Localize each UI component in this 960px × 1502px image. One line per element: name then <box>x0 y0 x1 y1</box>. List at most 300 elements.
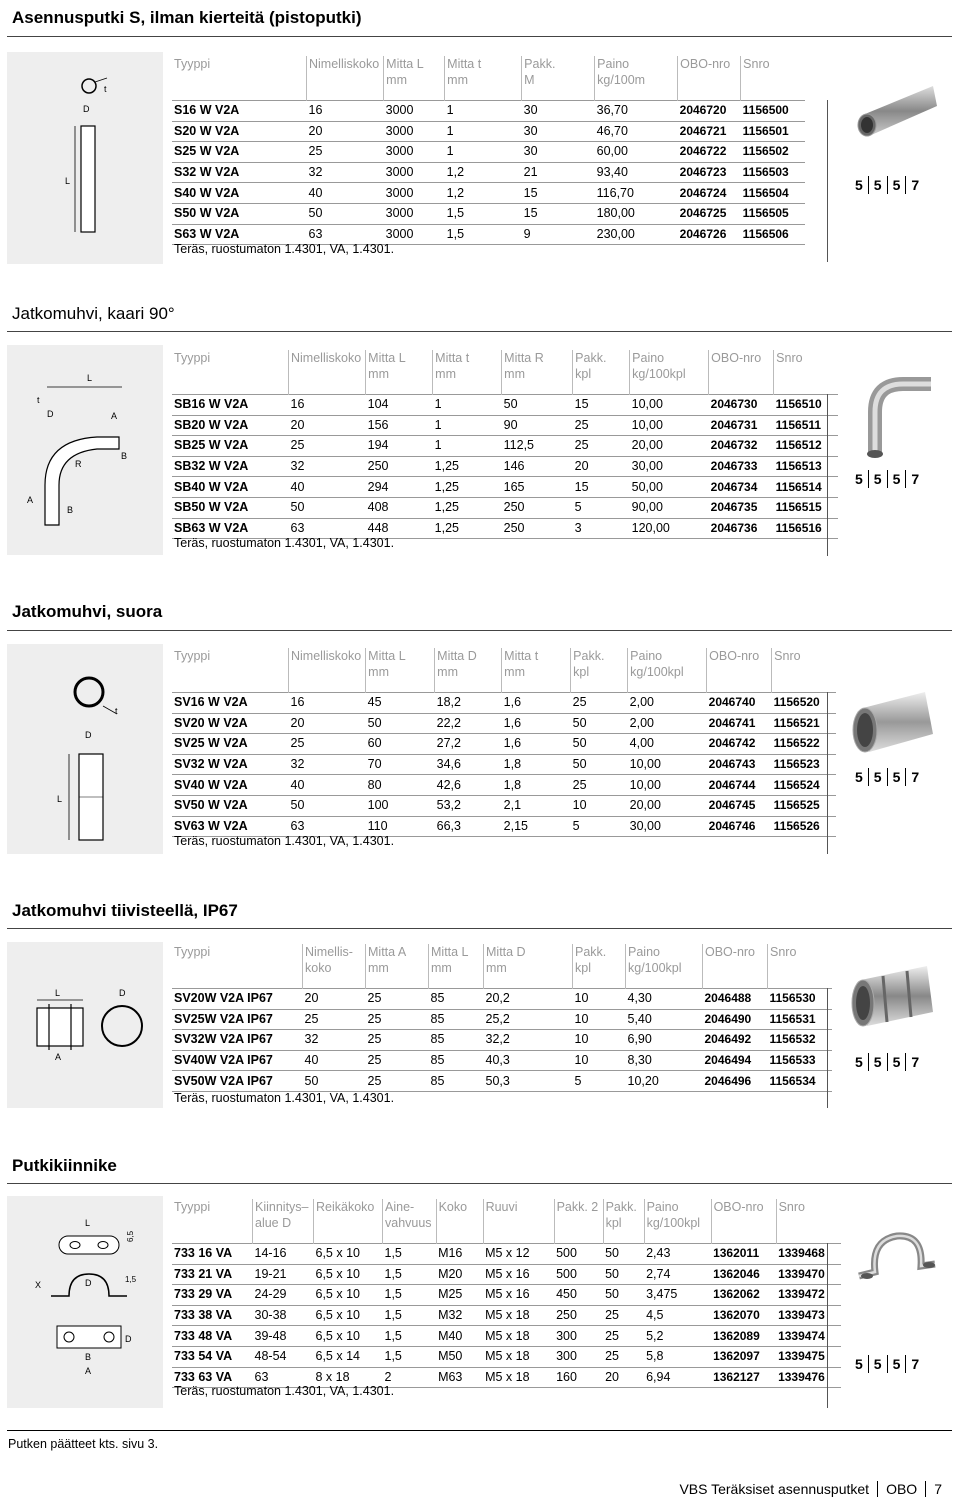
sleeve-photo <box>845 686 940 776</box>
table-cell: 10,20 <box>626 1071 703 1092</box>
table-cell: 1,2 <box>445 162 522 183</box>
table-cell: 2046733 <box>709 456 774 477</box>
table-cell: 15 <box>522 203 595 224</box>
table-cell: 2046734 <box>709 477 774 498</box>
table-cell: 1,6 <box>502 713 571 734</box>
table-cell: 1156512 <box>774 436 839 457</box>
diagram-label-a: A <box>111 411 118 421</box>
table-cell: SB20 W V2A <box>172 415 289 436</box>
table-cell: 112,5 <box>502 436 573 457</box>
table-cell: SB16 W V2A <box>172 395 289 416</box>
table-row <box>172 162 805 183</box>
table-cell: 1 <box>433 436 502 457</box>
table-cell: 1,8 <box>502 754 571 775</box>
col-header: Mitta t mm <box>445 56 522 101</box>
section-rule <box>7 331 952 332</box>
col-header: Reikäkoko <box>314 1199 383 1244</box>
table-cell: 30 <box>522 121 595 142</box>
table-cell: 2046730 <box>709 395 774 416</box>
table-cell: 90,00 <box>630 497 709 518</box>
col-header: Snro <box>768 944 833 989</box>
col-header: Kiinnitys– alue D <box>253 1199 314 1244</box>
clamp-table <box>172 1199 841 1388</box>
table-cell: 1362127 <box>711 1367 776 1388</box>
table-cell: 27,2 <box>435 734 502 755</box>
table-cell: SV20 W V2A <box>172 713 289 734</box>
table-cell: 3000 <box>384 183 445 204</box>
table-cell: 250 <box>554 1305 603 1326</box>
table-cell: 733 38 VA <box>172 1305 253 1326</box>
clamp-diagram <box>7 1196 163 1408</box>
table-cell: 50,00 <box>630 477 709 498</box>
col-header: Paino kg/100kpl <box>628 648 707 693</box>
clamp-photo <box>845 1222 940 1312</box>
product-codes <box>853 1053 924 1071</box>
diagram-label-a: A <box>85 1366 92 1376</box>
table-cell: 1 <box>433 415 502 436</box>
table-cell: S20 W V2A <box>172 121 307 142</box>
table-cell: 156 <box>366 415 433 436</box>
table-cell: 40 <box>289 775 366 796</box>
table-cell: 25 <box>366 1050 429 1071</box>
table-cell: 2046496 <box>703 1071 768 1092</box>
table-cell: 448 <box>366 518 433 539</box>
product-codes <box>853 1355 924 1373</box>
table-cell: 60,00 <box>595 142 678 163</box>
table-cell: 300 <box>554 1326 603 1347</box>
table-cell: 2046488 <box>703 989 768 1010</box>
table-cell: 2046745 <box>707 795 772 816</box>
section-rule <box>7 928 952 929</box>
table-cell: 8 x 18 <box>314 1367 383 1388</box>
table-cell: 1156530 <box>768 989 833 1010</box>
table-row <box>172 497 838 518</box>
table-cell: 2046726 <box>678 224 741 245</box>
table-cell: 9 <box>522 224 595 245</box>
table-cell: 15 <box>573 395 630 416</box>
table-cell: 20 <box>307 121 384 142</box>
table-cell: 1 <box>445 121 522 142</box>
table-cell: 10 <box>573 1009 626 1030</box>
table-cell: 1362046 <box>711 1264 776 1285</box>
table-cell: SB32 W V2A <box>172 456 289 477</box>
table-cell: SV50W V2A IP67 <box>172 1071 303 1092</box>
table-cell: 2046731 <box>709 415 774 436</box>
table-cell: 230,00 <box>595 224 678 245</box>
col-header: Pakk. kpl <box>571 648 628 693</box>
table-cell: 110 <box>366 816 435 837</box>
footer-note: Putken päätteet kts. sivu 3. <box>8 1437 159 1451</box>
table-cell: 2046723 <box>678 162 741 183</box>
col-header: Mitta L mm <box>366 350 433 395</box>
table-cell: 250 <box>502 518 573 539</box>
table-cell: S40 W V2A <box>172 183 307 204</box>
table-cell: 16 <box>307 101 384 122</box>
kaari-table <box>172 350 838 539</box>
table-cell: 1,25 <box>433 456 502 477</box>
diagram-label-d: D <box>85 1278 92 1288</box>
table-cell: 450 <box>554 1285 603 1306</box>
page-footer <box>671 1481 950 1497</box>
diagram-label-a2: A <box>27 495 34 505</box>
table-cell: 50 <box>571 734 628 755</box>
table-cell: 1156532 <box>768 1030 833 1051</box>
table-cell: 5 <box>573 1071 626 1092</box>
table-cell: 2046725 <box>678 203 741 224</box>
table-row <box>172 693 836 714</box>
table-cell: 8,30 <box>626 1050 703 1071</box>
table-cell: 32 <box>303 1030 366 1051</box>
table-cell: 1156502 <box>741 142 806 163</box>
bend-diagram <box>7 345 163 555</box>
table-cell: 85 <box>429 1009 484 1030</box>
table-cell: SV16 W V2A <box>172 693 289 714</box>
section-rule <box>7 1183 952 1184</box>
code: 5 <box>887 768 906 786</box>
col-header: Mitta t mm <box>433 350 502 395</box>
table-cell: 45 <box>366 693 435 714</box>
table-cell: S32 W V2A <box>172 162 307 183</box>
table-cell: 1156510 <box>774 395 839 416</box>
diagram-label-r: R <box>75 459 82 469</box>
table-cell: 1156505 <box>741 203 806 224</box>
table-cell: 1156506 <box>741 224 806 245</box>
table-cell: 2,74 <box>644 1264 711 1285</box>
table-row <box>172 1305 841 1326</box>
table-cell: 408 <box>366 497 433 518</box>
table-cell: 6,5 x 14 <box>314 1346 383 1367</box>
table-cell: 3 <box>573 518 630 539</box>
col-header: Pakk. M <box>522 56 595 101</box>
table-cell: 85 <box>429 1030 484 1051</box>
diagram-label-b2: B <box>67 505 74 515</box>
table-cell: 1339470 <box>776 1264 841 1285</box>
diagram-label-d: D <box>47 409 54 419</box>
table-cell: 25 <box>603 1326 644 1347</box>
code: 5 <box>855 1356 863 1372</box>
table-row <box>172 436 838 457</box>
product-codes <box>853 176 924 194</box>
table-cell: 25 <box>573 415 630 436</box>
col-header: Paino kg/100kpl <box>630 350 709 395</box>
divider <box>827 1243 828 1408</box>
col-header: OBO-nro <box>703 944 768 989</box>
table-cell: SV20W V2A IP67 <box>172 989 303 1010</box>
table-cell: 1,6 <box>502 734 571 755</box>
code: 7 <box>905 176 924 194</box>
table-cell: M5 x 16 <box>483 1264 554 1285</box>
table-cell: 2,00 <box>628 693 707 714</box>
table-cell: M63 <box>436 1367 483 1388</box>
table-cell: 6,5 x 10 <box>314 1264 383 1285</box>
table-cell: 25 <box>603 1305 644 1326</box>
table-cell: 6,5 x 10 <box>314 1305 383 1326</box>
table-cell: 53,2 <box>435 795 502 816</box>
table-cell: 25 <box>571 775 628 796</box>
table-cell: 3,475 <box>644 1285 711 1306</box>
table-cell: 1,5 <box>383 1264 437 1285</box>
table-cell: 30-38 <box>253 1305 314 1326</box>
table-cell: 50 <box>303 1071 366 1092</box>
table-cell: 50,3 <box>484 1071 573 1092</box>
col-header: Tyyppi <box>174 649 211 663</box>
table-cell: 1339472 <box>776 1285 841 1306</box>
table-cell: 50 <box>366 713 435 734</box>
table-cell: 1,5 <box>383 1346 437 1367</box>
table-cell: 1339476 <box>776 1367 841 1388</box>
table-cell: 2046720 <box>678 101 741 122</box>
table-cell: 1 <box>433 395 502 416</box>
table-cell: 116,70 <box>595 183 678 204</box>
table-cell: 39-48 <box>253 1326 314 1347</box>
table-cell: 60 <box>366 734 435 755</box>
code: 5 <box>887 1355 906 1373</box>
table-row <box>172 395 838 416</box>
table-cell: 2046744 <box>707 775 772 796</box>
table-cell: 36,70 <box>595 101 678 122</box>
material-note: Teräs, ruostumaton 1.4301, VA, 1.4301. <box>174 536 395 550</box>
col-header: Tyyppi <box>174 351 211 365</box>
divider <box>827 692 828 854</box>
table-cell: 1,5 <box>445 203 522 224</box>
table-cell: 500 <box>554 1264 603 1285</box>
page-number: 7 <box>925 1481 950 1497</box>
table-row <box>172 754 836 775</box>
table-cell: 1,25 <box>433 518 502 539</box>
table-cell: 25 <box>366 1030 429 1051</box>
table-cell: 733 48 VA <box>172 1326 253 1347</box>
table-cell: 5,2 <box>644 1326 711 1347</box>
section-title: Asennusputki S, ilman kierteitä (pistoputki) <box>12 8 362 27</box>
table-cell: 2046741 <box>707 713 772 734</box>
table-cell: 10 <box>573 1030 626 1051</box>
sleeve-diagram <box>7 644 163 854</box>
table-cell: 1156525 <box>772 795 837 816</box>
table-cell: 1156534 <box>768 1071 833 1092</box>
table-cell: 2 <box>383 1367 437 1388</box>
table-cell: SV32W V2A IP67 <box>172 1030 303 1051</box>
table-cell: 6,5 x 10 <box>314 1285 383 1306</box>
table-cell: SB25 W V2A <box>172 436 289 457</box>
table-cell: 2,1 <box>502 795 571 816</box>
table-cell: M5 x 18 <box>483 1305 554 1326</box>
table-cell: 1156503 <box>741 162 806 183</box>
table-cell: 25 <box>366 1071 429 1092</box>
table-cell: SB40 W V2A <box>172 477 289 498</box>
table-cell: 1362089 <box>711 1326 776 1347</box>
table-cell: 1156533 <box>768 1050 833 1071</box>
table-cell: 32 <box>307 162 384 183</box>
col-header: Mitta t mm <box>502 648 571 693</box>
table-cell: 50 <box>289 795 366 816</box>
col-header: Mitta D mm <box>435 648 502 693</box>
code: 5 <box>887 176 906 194</box>
table-cell: 733 63 VA <box>172 1367 253 1388</box>
ip67-photo <box>845 960 940 1050</box>
col-header: OBO-nro <box>707 648 772 693</box>
table-cell: 50 <box>603 1264 644 1285</box>
table-cell: 180,00 <box>595 203 678 224</box>
table-cell: M50 <box>436 1346 483 1367</box>
table-cell: 10,00 <box>630 395 709 416</box>
col-header: Koko <box>436 1199 483 1244</box>
diagram-label-x: X <box>35 1280 42 1290</box>
table-cell: 2,15 <box>502 816 571 837</box>
table-cell: 1156523 <box>772 754 837 775</box>
table-cell: 66,3 <box>435 816 502 837</box>
table-cell: 2046724 <box>678 183 741 204</box>
col-header: Mitta A mm <box>366 944 429 989</box>
table-cell: 1362097 <box>711 1346 776 1367</box>
table-cell: 34,6 <box>435 754 502 775</box>
table-cell: 1339473 <box>776 1305 841 1326</box>
diagram-label-t: t <box>37 395 40 405</box>
table-cell: 48-54 <box>253 1346 314 1367</box>
table-cell: 63 <box>289 816 366 837</box>
table-cell: 1156526 <box>772 816 837 837</box>
diagram-label-d: D <box>85 730 92 740</box>
catalog-title: VBS Teräksiset asennusputket <box>679 1481 870 1497</box>
table-cell: 40,3 <box>484 1050 573 1071</box>
table-cell: 30,00 <box>630 456 709 477</box>
asennusputki-table <box>172 56 805 245</box>
suora-table <box>172 648 836 837</box>
table-row <box>172 1346 841 1367</box>
table-cell: 1,5 <box>383 1285 437 1306</box>
col-header: Mitta L mm <box>429 944 484 989</box>
table-cell: SV32 W V2A <box>172 754 289 775</box>
diagram-label-a: A <box>55 1052 62 1062</box>
code: 5 <box>855 177 863 193</box>
table-cell: 300 <box>554 1346 603 1367</box>
table-cell: 1362011 <box>711 1244 776 1265</box>
table-cell: 1156531 <box>768 1009 833 1030</box>
diagram-label-15: 1,5 <box>125 1275 137 1284</box>
table-cell: 10 <box>573 989 626 1010</box>
col-header: Nimellis- koko <box>303 944 366 989</box>
table-row <box>172 713 836 734</box>
code: 7 <box>905 768 924 786</box>
table-cell: 18,2 <box>435 693 502 714</box>
table-cell: 3000 <box>384 121 445 142</box>
diagram-label-t: t <box>104 84 107 94</box>
table-cell: 10,00 <box>630 415 709 436</box>
table-cell: 5,40 <box>626 1009 703 1030</box>
table-cell: M40 <box>436 1326 483 1347</box>
table-cell: 50 <box>603 1285 644 1306</box>
col-header: Nimelliskoko <box>307 56 384 101</box>
table-cell: 1,5 <box>383 1305 437 1326</box>
table-cell: M25 <box>436 1285 483 1306</box>
table-row <box>172 1050 832 1071</box>
table-row <box>172 456 838 477</box>
table-cell: 25,2 <box>484 1009 573 1030</box>
diagram-label-l: L <box>85 1218 91 1228</box>
table-cell: 63 <box>307 224 384 245</box>
table-cell: 10,00 <box>628 775 707 796</box>
diagram-label-d2: D <box>125 1334 132 1344</box>
table-cell: M16 <box>436 1244 483 1265</box>
table-cell: 32,2 <box>484 1030 573 1051</box>
table-row <box>172 1264 841 1285</box>
code: 5 <box>868 1355 887 1373</box>
table-cell: 21 <box>522 162 595 183</box>
table-cell: 1156515 <box>774 497 839 518</box>
table-cell: 25 <box>307 142 384 163</box>
table-cell: 25 <box>289 734 366 755</box>
col-header: Tyyppi <box>174 57 211 71</box>
table-cell: S63 W V2A <box>172 224 307 245</box>
table-cell: 1339475 <box>776 1346 841 1367</box>
col-header: OBO-nro <box>711 1199 776 1244</box>
table-row <box>172 989 832 1010</box>
table-cell: 2046494 <box>703 1050 768 1071</box>
material-note: Teräs, ruostumaton 1.4301, VA, 1.4301. <box>174 242 395 256</box>
table-cell: 500 <box>554 1244 603 1265</box>
material-note: Teräs, ruostumaton 1.4301, VA, 1.4301. <box>174 1091 395 1105</box>
table-row <box>172 203 805 224</box>
product-codes <box>853 768 924 786</box>
table-cell: 1339474 <box>776 1326 841 1347</box>
table-cell: 120,00 <box>630 518 709 539</box>
ip67-diagram <box>7 942 163 1108</box>
divider <box>827 988 828 1108</box>
table-cell: M5 x 18 <box>483 1346 554 1367</box>
diagram-label-d: D <box>83 104 90 114</box>
table-cell: 85 <box>429 1071 484 1092</box>
table-cell: 1 <box>445 101 522 122</box>
table-cell: 733 29 VA <box>172 1285 253 1306</box>
table-cell: 5,8 <box>644 1346 711 1367</box>
diagram-label-l: L <box>65 176 71 186</box>
table-cell: 6,94 <box>644 1367 711 1388</box>
code: 5 <box>887 1053 906 1071</box>
table-cell: 733 21 VA <box>172 1264 253 1285</box>
table-cell: M5 x 12 <box>483 1244 554 1265</box>
table-cell: 2046721 <box>678 121 741 142</box>
diagram-label-l: L <box>87 373 93 383</box>
table-cell: 2046490 <box>703 1009 768 1030</box>
col-header: Ruuvi <box>483 1199 554 1244</box>
table-cell: M5 x 18 <box>483 1326 554 1347</box>
diagram-label-d: D <box>119 988 126 998</box>
table-cell: 146 <box>502 456 573 477</box>
table-cell: S50 W V2A <box>172 203 307 224</box>
table-cell: 10,00 <box>628 754 707 775</box>
diagram-label-l: L <box>55 988 61 998</box>
ip67-drawing <box>7 942 163 1108</box>
table-cell: 90 <box>502 415 573 436</box>
diagram-label-t: t <box>115 706 118 716</box>
table-cell: 2046740 <box>707 693 772 714</box>
col-header: Mitta L mm <box>366 648 435 693</box>
table-cell: 1156522 <box>772 734 837 755</box>
table-cell: 294 <box>366 477 433 498</box>
table-cell: 1,25 <box>433 497 502 518</box>
code: 5 <box>855 1054 863 1070</box>
table-cell: 16 <box>289 693 366 714</box>
diagram-label-b: B <box>121 451 128 461</box>
code: 5 <box>868 768 887 786</box>
table-cell: 5 <box>573 497 630 518</box>
pipe-diagram <box>7 52 163 264</box>
diagram-label-l: L <box>57 794 63 804</box>
material-note: Teräs, ruostumaton 1.4301, VA, 1.4301. <box>174 834 395 848</box>
table-cell: 4,00 <box>628 734 707 755</box>
table-cell: 1,8 <box>502 775 571 796</box>
table-cell: 22,2 <box>435 713 502 734</box>
table-cell: 85 <box>429 989 484 1010</box>
